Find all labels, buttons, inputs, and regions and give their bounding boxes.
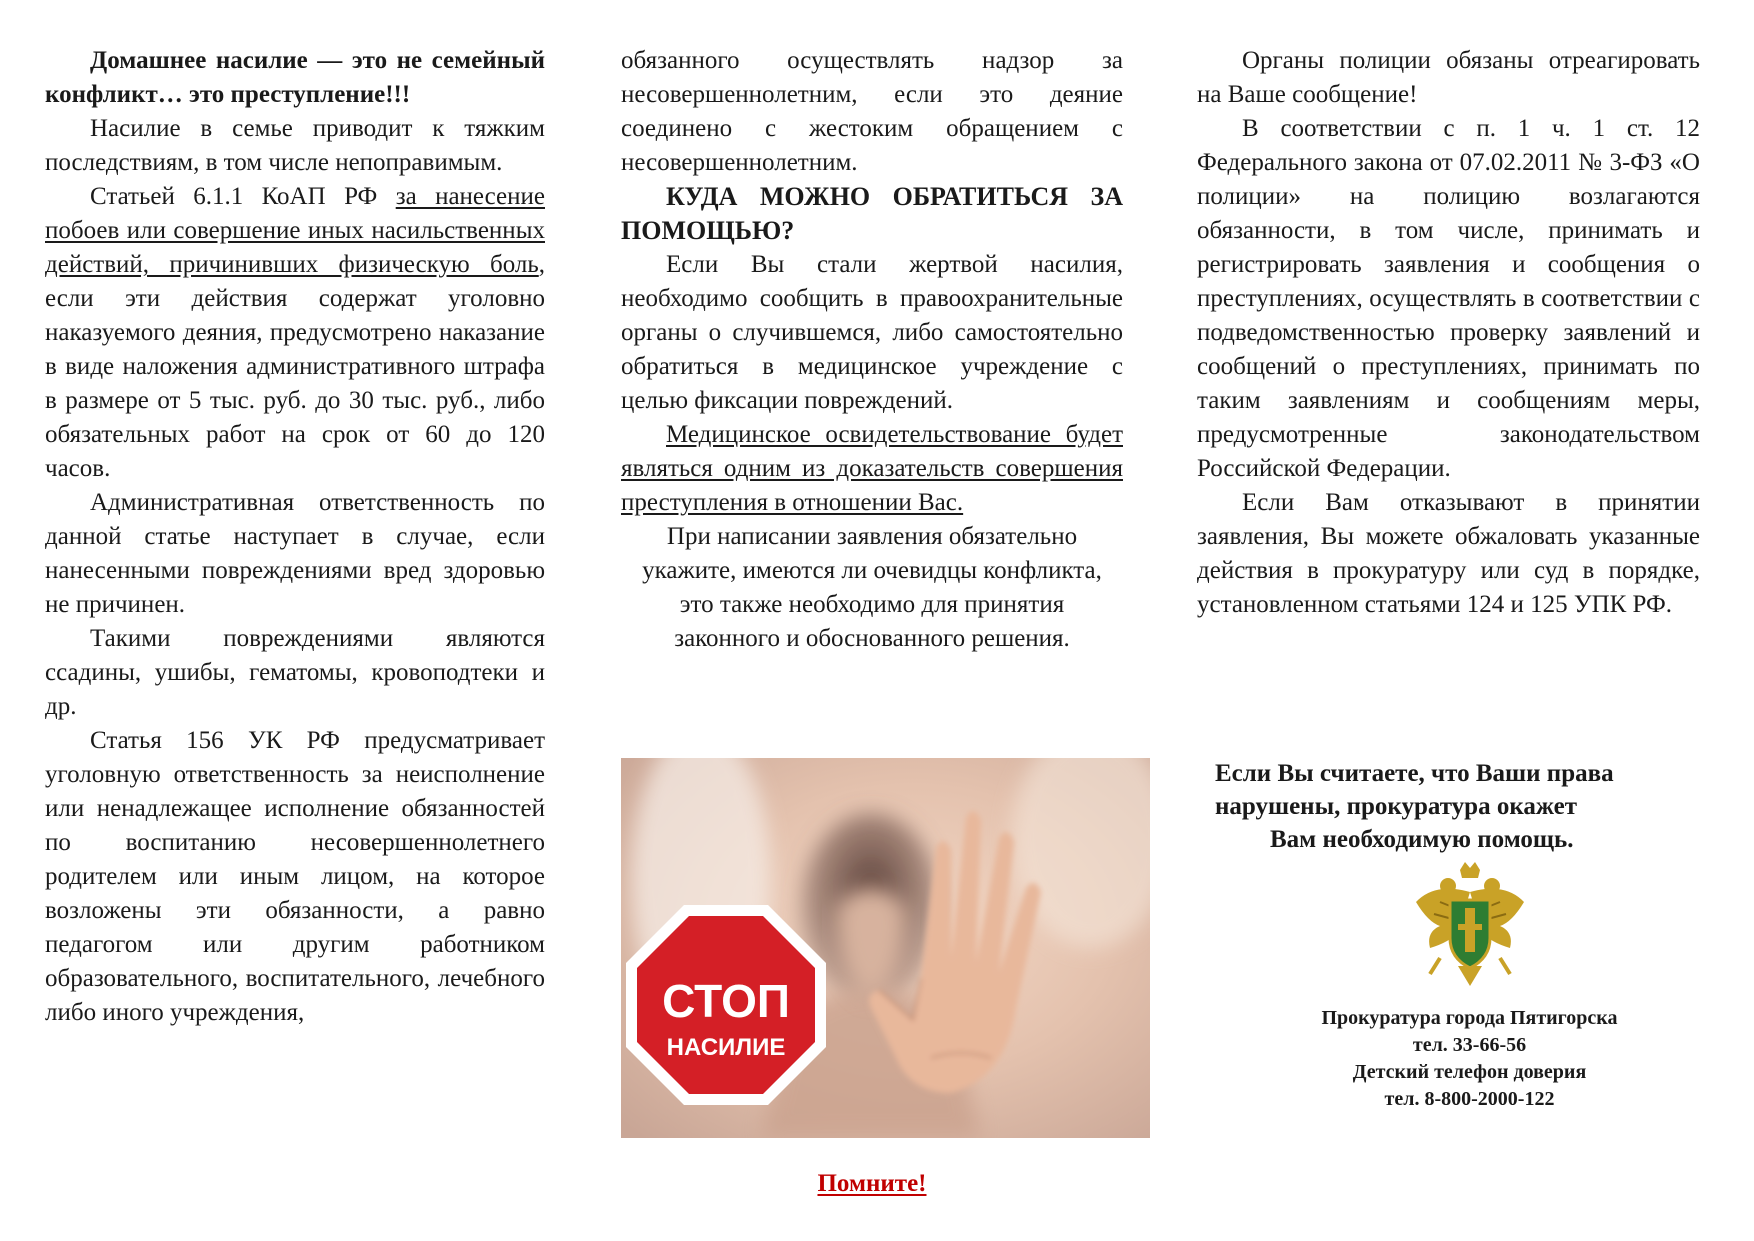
column-middle — [621, 44, 1123, 656]
photo-illustration — [621, 758, 1150, 1138]
stop-violence-photo — [621, 758, 1150, 1138]
paragraph: Статья 156 УК РФ предусматривает уголовную ответственность за неисполнение или ненадлежащее исполнение обязанностей по воспитанию несовершеннолетнего родителем или иным лицом, на которое возложены эти обязанности, а равно педагогом или другим работником образовательного, воспитательного, лечебного либо иного учреждения, — [45, 727, 545, 1026]
helpline-phone: тел. 8-800-2000-122 — [1384, 1088, 1555, 1110]
contacts-block — [1197, 1005, 1742, 1113]
stop-sign-text: СТОП — [662, 975, 790, 1027]
paragraph: Если Вы стали жертвой насилия, необходимо сообщить в правоохранительные органы о случившемся, либо самостоятельно обратиться в медицинское учреждение с целью фиксации повреждений. — [621, 251, 1123, 414]
paragraph: Административная ответственность по данной статье наступает в случае, если нанесенными повреждениями вред здоровью не причинен. — [45, 489, 545, 618]
underlined-paragraph: Медицинское освидетельствование будет являться одним из доказательств совершения преступления в отношении Вас. — [621, 421, 1123, 516]
column-left — [45, 44, 545, 1030]
underlined-text: за нанесение побоев или совершение иных насильственных действий, причинивших физическую боль — [45, 183, 545, 278]
violence-sign-text: НАСИЛИЕ — [666, 1034, 786, 1061]
remember-note: Помните! — [817, 1170, 927, 1197]
paragraph-koap — [45, 180, 545, 486]
note-line: Если Вы считаете, что Ваши права — [1215, 760, 1614, 787]
paragraph: При написании заявления обязательно укажите, имеются ли очевидцы конфликта, это также необходимо для принятия законного и обоснованного решения. — [642, 523, 1102, 652]
paragraph: Если Вам отказывают в принятии заявления, Вы можете обжаловать указанные действия в прокуратуру или суд в порядке, установленном статьями 124 и 125 УПК РФ. — [1197, 489, 1700, 618]
prosecutor-help-note — [1215, 757, 1715, 856]
paragraph: Такими повреждениями являются ссадины, ушибы, гематомы, кровоподтеки и др. — [45, 625, 545, 720]
note-line: нарушены, прокуратура окажет — [1215, 793, 1578, 820]
note-line: Вам необходимую помощь. — [1270, 826, 1574, 853]
text: , если эти действия содержат уголовно наказуемого деяния, предусмотрено наказание в виде наложения административного штрафа в размере от 5 тыс. руб. до 30 тыс. руб., либо обязательных работ на срок от 60 до 120 часов. — [45, 251, 545, 482]
paragraph: Насилие в семье приводит к тяжким последствиям, в том числе непоправимым. — [45, 115, 545, 176]
paragraph: обязанного осуществлять надзор за несовершеннолетним, если это деяние соединено с жестоким обращением с несовершеннолетним. — [621, 47, 1123, 176]
phone-number: тел. 33-66-56 — [1412, 1034, 1527, 1056]
paragraph: Органы полиции обязаны отреагировать на Ваше сообщение! — [1197, 47, 1700, 108]
paragraph-police-law: В соответствии с п. 1 ч. 1 ст. 12 Федерального закона от 07.02.2011 № 3-ФЗ «О полиции» на полицию возлагаются обязанности, в том числе, принимать и регистрировать заявления и сообщения о преступлениях, осуществлять в соответствии с подведомственностью проверку заявлений и сообщений о преступлениях, принимать по таким заявлениям и сообщениям меры, предусмотренные законодательством Российской Федерации. — [1197, 115, 1700, 482]
column-right — [1197, 44, 1700, 622]
organization-name: Прокуратура города Пятигорска — [1321, 1007, 1618, 1029]
leaflet-heading: Домашнее насилие — это не семейный конфликт… это преступление!!! — [45, 47, 545, 108]
text: Статьей 6.1.1 КоАП РФ — [90, 183, 396, 210]
help-heading: КУДА МОЖНО ОБРАТИТЬСЯ ЗА ПОМОЩЬЮ? — [621, 182, 1123, 245]
prosecutor-emblem-icon — [1410, 862, 1530, 990]
helpline-name: Детский телефон доверия — [1352, 1061, 1587, 1083]
